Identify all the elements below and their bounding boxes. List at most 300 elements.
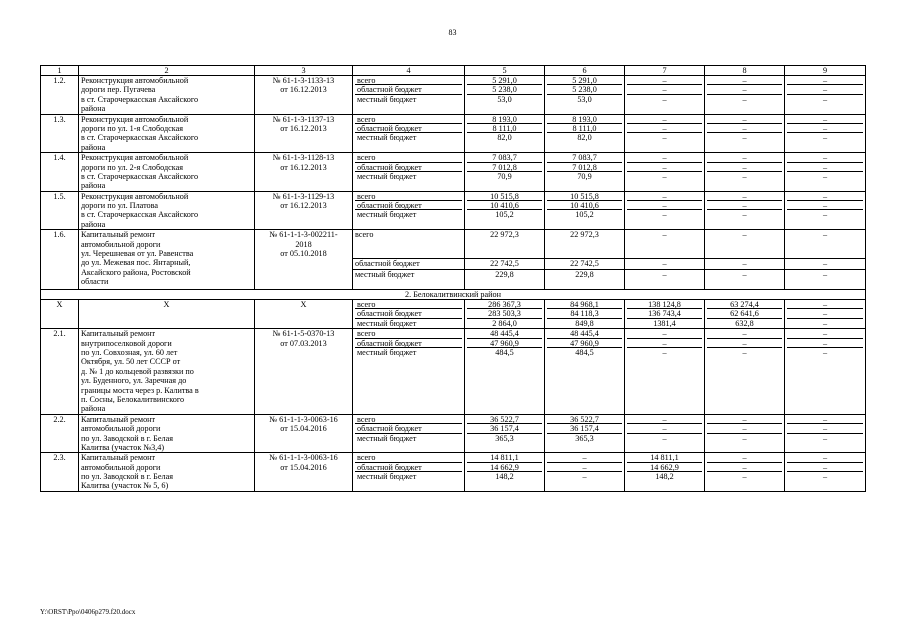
amount-value: – xyxy=(627,85,702,94)
cell-line: от 15.04.2016 xyxy=(280,424,327,434)
item-number: 1.2. xyxy=(41,76,79,115)
funding-source: областной бюджет xyxy=(355,309,462,318)
col-header: 9 xyxy=(785,66,866,76)
funding-source-cell xyxy=(353,76,465,115)
cell-line: в ст. Старочеркасская Аксайского xyxy=(81,210,199,220)
amount-value: 14 662,9 xyxy=(627,463,702,472)
amount-cell xyxy=(705,153,785,192)
amount-value: – xyxy=(627,76,702,85)
cell-line: № 61-1-3-1133-13 xyxy=(272,76,335,85)
project-name xyxy=(79,329,255,415)
funding-source: местный бюджет xyxy=(357,171,417,181)
amount-value: 148,2 xyxy=(495,472,514,482)
amount-value: 70,9 xyxy=(577,171,592,181)
funding-source: всего xyxy=(355,453,462,462)
amount-value: 47 960,9 xyxy=(467,339,542,348)
cell-line: Реконструкция автомобильной xyxy=(81,114,189,124)
item-number: 1.6. xyxy=(41,230,79,289)
budget-table xyxy=(40,65,866,492)
amount-value: – xyxy=(787,300,863,309)
amount-cell xyxy=(785,153,866,192)
col-header: 6 xyxy=(545,66,625,76)
cell-line: 2018 xyxy=(295,239,312,249)
amount-value: – xyxy=(742,210,747,220)
amount-cell xyxy=(545,414,625,453)
funding-source: местный бюджет xyxy=(357,94,417,104)
amount-cell xyxy=(705,329,785,415)
funding-source: всего xyxy=(355,76,462,85)
amount-value: – xyxy=(742,472,747,482)
amount-cell xyxy=(785,114,866,153)
amount-value: – xyxy=(742,171,747,181)
cell-line: границы моста через р. Калитва в xyxy=(81,385,199,395)
cell-line: по ул. Заводской в г. Белая xyxy=(81,433,173,443)
amount-value: – xyxy=(822,171,828,181)
funding-source: всего xyxy=(355,300,462,309)
table-row xyxy=(41,114,866,153)
cell-line: района xyxy=(81,142,106,152)
cell-line: в ст. Старочеркасская Аксайского xyxy=(81,171,199,181)
amount-cell xyxy=(545,153,625,192)
amount-value: – xyxy=(662,94,667,104)
cell-line: от 16.12.2013 xyxy=(280,201,327,211)
amount-value: – xyxy=(582,472,587,482)
amount-cell xyxy=(545,329,625,415)
funding-source: областной бюджет xyxy=(355,424,462,433)
amount-value: – xyxy=(707,201,782,210)
amount-value: 7 083,7 xyxy=(547,153,622,162)
cell-line: внутрипоселковой дороги xyxy=(81,338,172,348)
amount-value: – xyxy=(707,424,782,433)
header-row xyxy=(41,66,866,76)
amount-value: – xyxy=(742,433,747,443)
amount-value: – xyxy=(787,192,863,201)
amount-value: – xyxy=(707,415,782,424)
funding-source-cell xyxy=(353,414,465,453)
amount-value: – xyxy=(627,192,702,201)
amount-value: – xyxy=(787,201,863,210)
funding-source-cell xyxy=(353,453,465,492)
cell-line: в ст. Старочеркасская Аксайского xyxy=(81,94,199,104)
item-number: Х xyxy=(41,300,79,329)
cell-line: автомобильной дороги xyxy=(81,462,161,472)
funding-source: всего xyxy=(355,153,462,162)
funding-source: местный бюджет xyxy=(357,318,417,328)
amount-value: 48 445,4 xyxy=(467,329,542,338)
cell-line: Аксайского района, Ростовской xyxy=(81,267,191,277)
cell-line: дороги пер. Пугачева xyxy=(81,85,156,95)
amount-value: 70,9 xyxy=(497,171,512,181)
funding-source: областной бюджет xyxy=(355,124,462,133)
cell-line: Калитва (участок № 5, 6) xyxy=(81,481,169,491)
amount-value: – xyxy=(707,76,782,85)
amount-value: – xyxy=(662,133,667,143)
cell-line: Капитальный ремонт xyxy=(81,414,156,424)
amount-value: – xyxy=(627,339,702,348)
amount-value: – xyxy=(787,415,863,424)
amount-value: – xyxy=(822,348,828,357)
amount-value: 105,2 xyxy=(575,210,594,220)
amount-value: – xyxy=(627,415,702,424)
amount-cell xyxy=(465,414,545,453)
cell-line: Капитальный ремонт xyxy=(81,329,156,339)
amount-value: 36 522,7 xyxy=(547,415,622,424)
amount-value: 229,8 xyxy=(545,269,625,289)
amount-value: 84 118,3 xyxy=(547,309,622,318)
project-name xyxy=(79,453,255,492)
cell-line: № 61-1-5-0370-13 xyxy=(272,329,335,339)
cell-line: до ул. Межевая пос. Янтарный, xyxy=(81,258,191,268)
cell-line: Реконструкция автомобильной xyxy=(81,191,189,201)
project-name xyxy=(79,414,255,453)
amount-cell xyxy=(705,414,785,453)
funding-source: областной бюджет xyxy=(355,85,462,94)
amount-cell xyxy=(625,300,705,329)
amount-cell xyxy=(625,76,705,115)
cell-line: дороги по ул. Платова xyxy=(81,201,159,211)
cell-line: д. № 1 до кольцевой развязки по xyxy=(81,366,194,376)
amount-value: 138 124,8 xyxy=(627,300,702,309)
funding-source-cell xyxy=(353,300,465,329)
funding-source: всего xyxy=(355,115,462,124)
amount-cell xyxy=(465,191,545,230)
amount-value: – xyxy=(707,453,782,462)
col-header: 1 xyxy=(41,66,79,76)
amount-value: – xyxy=(707,163,782,172)
item-number: 1.5. xyxy=(41,191,79,230)
amount-cell xyxy=(465,76,545,115)
amount-cell xyxy=(545,453,625,492)
amount-value: – xyxy=(787,424,863,433)
amount-cell xyxy=(705,191,785,230)
col-header: 8 xyxy=(705,66,785,76)
amount-value: – xyxy=(625,230,705,259)
funding-source: всего xyxy=(355,192,462,201)
amount-value: – xyxy=(627,424,702,433)
amount-value: 365,3 xyxy=(495,433,514,443)
region-title: 2. Белокалитвинский район xyxy=(41,289,866,299)
amount-value: 84 968,1 xyxy=(547,300,622,309)
amount-value: – xyxy=(547,453,622,462)
amount-cell xyxy=(625,329,705,415)
funding-source-cell xyxy=(353,191,465,230)
amount-cell xyxy=(625,414,705,453)
amount-value: 5 291,0 xyxy=(547,76,622,85)
amount-value: 105,2 xyxy=(495,210,514,220)
amount-value: – xyxy=(742,348,747,357)
amount-value: – xyxy=(662,210,667,220)
amount-value: – xyxy=(787,153,863,162)
amount-value: 8 111,0 xyxy=(467,124,542,133)
cell-line: № 61-1-1-3-0063-16 xyxy=(269,414,338,424)
cell-line: по ул. Заводской в г. Белая xyxy=(81,472,173,482)
amount-cell xyxy=(625,191,705,230)
amount-cell xyxy=(785,76,866,115)
amount-value: – xyxy=(822,94,828,104)
amount-value: 5 238,0 xyxy=(467,85,542,94)
amount-value: – xyxy=(707,339,782,348)
amount-cell xyxy=(465,300,545,329)
amount-value: 484,5 xyxy=(575,348,594,357)
item-number: 2.1. xyxy=(41,329,79,415)
amount-value: 22 972,3 xyxy=(465,230,545,259)
table-row xyxy=(41,191,866,230)
amount-value: – xyxy=(707,85,782,94)
amount-value: – xyxy=(627,163,702,172)
cell-line: от 05.10.2018 xyxy=(280,249,327,259)
amount-value: – xyxy=(547,463,622,472)
amount-value: – xyxy=(625,259,705,269)
amount-value: – xyxy=(787,115,863,124)
amount-value: – xyxy=(787,309,863,318)
cell-line: № 61-1-1-3-002211- xyxy=(269,230,338,240)
amount-value: 365,3 xyxy=(575,433,594,443)
cell-line: Капитальный ремонт xyxy=(81,230,156,240)
amount-value: – xyxy=(707,329,782,338)
amount-value: 10 515,8 xyxy=(467,192,542,201)
amount-value: – xyxy=(787,163,863,172)
amount-cell xyxy=(465,114,545,153)
amount-value: – xyxy=(787,463,863,472)
file-path-footer: Y:\ORST\Ppo\0406p279.f20.docx xyxy=(40,608,136,616)
permit-document xyxy=(255,453,353,492)
amount-cell xyxy=(785,453,866,492)
amount-value: 1381,4 xyxy=(653,318,676,328)
cell-line: № 61-1-1-3-0063-16 xyxy=(269,453,338,463)
amount-value: 10 410,6 xyxy=(467,201,542,210)
funding-source: всего xyxy=(355,329,462,338)
col-header: 7 xyxy=(625,66,705,76)
amount-value: 286 367,3 xyxy=(467,300,542,309)
cell-line: № 61-1-3-1129-13 xyxy=(272,191,335,201)
table-row xyxy=(41,230,866,259)
permit-document xyxy=(255,329,353,415)
table-row xyxy=(41,329,866,415)
cell-line: Октября, ул. 50 лет СССР от xyxy=(81,357,181,367)
region-row xyxy=(41,289,866,299)
funding-source: областной бюджет xyxy=(355,463,462,472)
amount-value: – xyxy=(785,269,866,289)
permit-document xyxy=(255,76,353,115)
amount-value: – xyxy=(787,76,863,85)
amount-value: 14 811,1 xyxy=(627,453,702,462)
table-row xyxy=(41,414,866,453)
funding-source: местный бюджет xyxy=(357,210,417,220)
cell-line: от 16.12.2013 xyxy=(280,85,327,95)
item-number: 2.3. xyxy=(41,453,79,492)
cell-line: Калитва (участок №3,4) xyxy=(81,442,165,452)
cell-line: Реконструкция автомобильной xyxy=(81,153,189,163)
amount-value: 82,0 xyxy=(497,133,512,143)
cell-line: п. Сосны, Белокалитвинского xyxy=(81,394,185,404)
table-row xyxy=(41,153,866,192)
amount-value: 36 157,4 xyxy=(467,424,542,433)
amount-value: – xyxy=(707,463,782,472)
project-name xyxy=(79,76,255,115)
amount-value: – xyxy=(742,94,747,104)
cell-line: № 61-1-3-1137-13 xyxy=(272,114,335,124)
amount-value: 283 503,3 xyxy=(467,309,542,318)
col-header: 4 xyxy=(353,66,465,76)
amount-value: 849,8 xyxy=(575,318,594,328)
amount-cell xyxy=(545,300,625,329)
cell-line: от 16.12.2013 xyxy=(280,123,327,133)
cell-line: района xyxy=(81,219,106,229)
funding-source: местный бюджет xyxy=(353,269,465,289)
amount-value: – xyxy=(822,433,828,443)
amount-value: 5 291,0 xyxy=(467,76,542,85)
amount-value: – xyxy=(662,171,667,181)
amount-cell xyxy=(705,300,785,329)
amount-value: 8 111,0 xyxy=(547,124,622,133)
amount-value: 7 083,7 xyxy=(467,153,542,162)
amount-cell xyxy=(465,153,545,192)
cell-line: Реконструкция автомобильной xyxy=(81,76,189,85)
amount-value: 36 157,4 xyxy=(547,424,622,433)
amount-value: 2 864,0 xyxy=(492,318,517,328)
amount-value: – xyxy=(787,329,863,338)
amount-value: 22 972,3 xyxy=(545,230,625,259)
table-body xyxy=(41,66,866,492)
cell-line: по ул. Совхозная, ул. 60 лет xyxy=(81,348,178,357)
amount-value: 8 193,0 xyxy=(547,115,622,124)
amount-value: – xyxy=(627,201,702,210)
funding-source: всего xyxy=(355,415,462,424)
amount-cell xyxy=(465,329,545,415)
cell-line: дороги по ул. 2-я Слободская xyxy=(81,162,184,172)
amount-value: 82,0 xyxy=(577,133,592,143)
amount-value: 484,5 xyxy=(495,348,514,357)
project-name xyxy=(79,114,255,153)
project-name xyxy=(79,153,255,192)
cell-line: Капитальный ремонт xyxy=(81,453,156,463)
amount-cell xyxy=(705,453,785,492)
cell-line: ул. Черешневая от ул. Равенства xyxy=(81,249,194,259)
cell-line: автомобильной дороги xyxy=(81,239,161,249)
amount-value: 10 410,6 xyxy=(547,201,622,210)
cell-line: № 61-1-3-1128-13 xyxy=(272,153,335,163)
amount-value: – xyxy=(707,192,782,201)
amount-cell xyxy=(705,76,785,115)
amount-value: – xyxy=(787,124,863,133)
amount-cell xyxy=(785,191,866,230)
table-row xyxy=(41,76,866,115)
amount-cell xyxy=(625,453,705,492)
amount-cell xyxy=(545,191,625,230)
amount-cell xyxy=(545,114,625,153)
amount-value: 53,0 xyxy=(577,94,592,104)
amount-value: 47 960,9 xyxy=(547,339,622,348)
cell-line: от 07.03.2013 xyxy=(280,338,327,348)
cell-line: области xyxy=(81,277,109,287)
permit-document xyxy=(255,114,353,153)
amount-value: – xyxy=(787,453,863,462)
cell-line: района xyxy=(81,404,106,414)
amount-value: 14 811,1 xyxy=(467,453,542,462)
amount-value: 53,0 xyxy=(497,94,512,104)
amount-value: – xyxy=(705,259,785,269)
amount-cell xyxy=(705,114,785,153)
amount-value: 22 742,5 xyxy=(545,259,625,269)
funding-source: местный бюджет xyxy=(357,472,417,482)
cell-line: дороги по ул. 1-я Слободская xyxy=(81,123,184,133)
amount-value: – xyxy=(707,115,782,124)
amount-value: – xyxy=(785,230,866,259)
permit-document xyxy=(255,191,353,230)
amount-value: – xyxy=(822,210,828,220)
amount-cell xyxy=(785,414,866,453)
item-number: 1.3. xyxy=(41,114,79,153)
amount-value: – xyxy=(662,433,667,443)
amount-value: – xyxy=(627,124,702,133)
amount-value: – xyxy=(785,259,866,269)
amount-value: 8 193,0 xyxy=(467,115,542,124)
amount-cell xyxy=(545,76,625,115)
col-header: 3 xyxy=(255,66,353,76)
amount-value: 14 662,9 xyxy=(467,463,542,472)
amount-value: – xyxy=(662,348,667,357)
funding-source: всего xyxy=(353,230,465,259)
cell-line: автомобильной дороги xyxy=(81,424,161,434)
project-name xyxy=(79,191,255,230)
amount-value: 7 012,8 xyxy=(467,163,542,172)
amount-value: 22 742,5 xyxy=(465,259,545,269)
amount-value: – xyxy=(787,85,863,94)
col-header: 2 xyxy=(79,66,255,76)
amount-cell xyxy=(785,329,866,415)
funding-source: областной бюджет xyxy=(355,339,462,348)
amount-value: – xyxy=(627,329,702,338)
project-name xyxy=(79,230,255,289)
permit-document xyxy=(255,230,353,289)
amount-cell xyxy=(785,300,866,329)
permit-document: Х xyxy=(255,300,353,329)
permit-document xyxy=(255,153,353,192)
amount-value: 63 274,4 xyxy=(707,300,782,309)
cell-line: ул. Буденного, ул. Заречная до xyxy=(81,376,187,386)
item-number: 2.2. xyxy=(41,414,79,453)
amount-value: – xyxy=(627,115,702,124)
amount-cell xyxy=(625,153,705,192)
amount-cell xyxy=(625,114,705,153)
table-row xyxy=(41,453,866,492)
cell-line: района xyxy=(81,104,106,114)
amount-value: 148,2 xyxy=(655,472,674,482)
cell-line: района xyxy=(81,181,106,191)
item-number: 1.4. xyxy=(41,153,79,192)
permit-document xyxy=(255,414,353,453)
funding-source-cell xyxy=(353,329,465,415)
funding-source-cell xyxy=(353,153,465,192)
funding-source: местный бюджет xyxy=(357,348,417,357)
amount-value: 48 445,4 xyxy=(547,329,622,338)
amount-value: 36 522,7 xyxy=(467,415,542,424)
funding-source: местный бюджет xyxy=(357,133,417,143)
amount-value: 136 743,4 xyxy=(627,309,702,318)
amount-value: 62 641,6 xyxy=(707,309,782,318)
project-name: Х xyxy=(79,300,255,329)
funding-source: областной бюджет xyxy=(355,201,462,210)
amount-value: – xyxy=(707,153,782,162)
funding-source: местный бюджет xyxy=(357,433,417,443)
amount-value: – xyxy=(625,269,705,289)
amount-value: – xyxy=(705,230,785,259)
amount-value: 7 012,8 xyxy=(547,163,622,172)
amount-value: – xyxy=(707,124,782,133)
funding-source: областной бюджет xyxy=(355,163,462,172)
funding-source: областной бюджет xyxy=(353,259,465,269)
funding-source-cell xyxy=(353,114,465,153)
